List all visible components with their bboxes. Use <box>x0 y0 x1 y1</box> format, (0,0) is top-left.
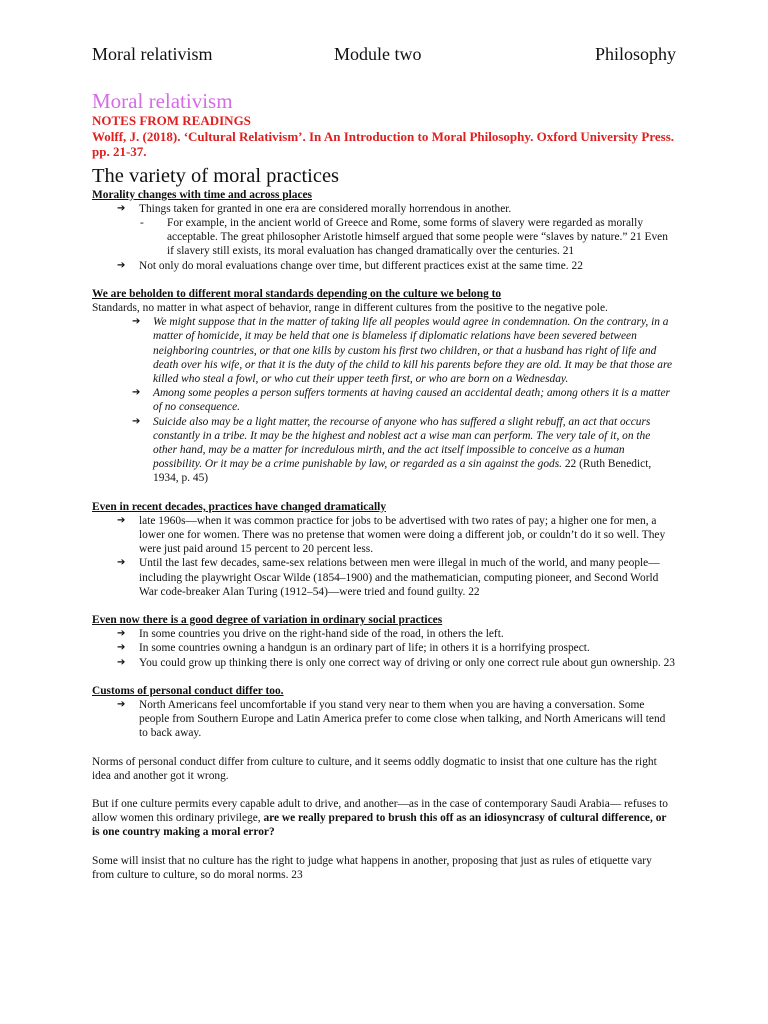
arrow-right-icon: ➔ <box>117 642 126 654</box>
page-header <box>92 44 676 68</box>
list-item: ➔ Among some peoples a person suffers torments at having caused an accidental death; among others it is a matter of no consequence. <box>132 387 670 414</box>
arrow-right-icon: ➔ <box>117 514 126 526</box>
dash-icon: - <box>140 216 144 229</box>
citation: Wolff, J. (2018). ‘Cultural Relativism’. In An Introduction to Moral Philosophy. Oxford University Press. pp. 21-37. <box>92 128 674 159</box>
list-item: ➔ Until the last few decades, same-sex relations between men were illegal in much of the world, and many people—including the playwright Oscar Wilde (1854–1900) and the mathematician, computing pioneer, and Second World War code-breaker Alan Turing (1912–54)—were tried and found guilty. 22 <box>117 557 660 598</box>
arrow-right-icon: ➔ <box>117 259 126 271</box>
notes-heading: NOTES FROM READINGS <box>92 113 251 128</box>
header-left: Moral relativism <box>92 44 213 64</box>
arrow-right-icon: ➔ <box>132 387 141 399</box>
document-body <box>92 89 676 882</box>
list-item: ➔ You could grow up thinking there is only one correct way of driving or only one correct rule about gun ownership. 23 <box>117 656 675 669</box>
paragraph: Some will insist that no culture has the right to judge what happens in another, proposing that just as rules of etiquette vary from culture to culture, so do moral norms. 23 <box>92 854 652 881</box>
arrow-right-icon: ➔ <box>117 628 126 640</box>
section-heading: Customs of personal conduct differ too. <box>92 684 284 697</box>
arrow-right-icon: ➔ <box>117 656 126 668</box>
list-item: ➔ Suicide also may be a light matter, the recourse of anyone who has suffered a slight rebuff, an act that occurs constantly in a tribe. It may be the highest and noblest act a wise man can perform. The very tale of it, on the other hand, may be a matter for incredulous mirth, and the act itself impossible to conceive as a human possibility. Or it may be a crime punishable by law, or regarded as a sin against the gods. 22 (Ruth Benedict, 1934, p. 45) <box>132 415 652 485</box>
paragraph: Standards, no matter in what aspect of behavior, range in different cultures from the positive to the negative pole. <box>92 301 608 314</box>
list-item: ➔ We might suppose that in the matter of taking life all peoples would agree in condemnation. On the contrary, in a matter of homicide, it may be held that one is blameless if diplomatic relations have been severed between neighboring countries, or that one kills by custom his first two children, or that a husband has right of life and death over his wife, or that it is the duty of the child to kill his parents before they are old. It may be that those are killed who steal a fowl, or who cut their upper teeth first, or who are born on a Wednesday. <box>132 316 673 385</box>
section-title: The variety of moral practices <box>92 164 340 187</box>
section-heading: Morality changes with time and across places <box>92 188 312 201</box>
section-heading: Even in recent decades, practices have changed dramatically <box>92 500 387 513</box>
doc-title: Moral relativism <box>92 89 233 113</box>
header-center: Module two <box>334 44 422 64</box>
arrow-right-icon: ➔ <box>132 316 141 328</box>
arrow-right-icon: ➔ <box>117 557 126 569</box>
paragraph: Norms of personal conduct differ from culture to culture, and it seems oddly dogmatic to insist that one culture has the right idea and another got it wrong. <box>92 755 657 782</box>
section-heading: We are beholden to different moral standards depending on the culture we belong to <box>92 287 502 300</box>
arrow-right-icon: ➔ <box>117 202 126 214</box>
list-item: ➔ Not only do moral evaluations change over time, but different practices exist at the same time. 22 <box>117 259 583 272</box>
section-heading: Even now there is a good degree of variation in ordinary social practices <box>92 613 443 626</box>
paragraph: But if one culture permits every capable adult to drive, and another—as in the case of contemporary Saudi Arabia— refuses to allow women this ordinary privilege, are we really prepared to brush this off as an idiosyncrasy of cultural difference, or is one country making a moral error? <box>92 798 668 839</box>
list-item: ➔ North Americans feel uncomfortable if you stand very near to them when you are having a conversation. Some people from Southern Europe and Latin America prefer to come close when talking, and North Americans will tend to back away. <box>117 699 666 740</box>
list-item: - For example, in the ancient world of Greece and Rome, some forms of slavery were regarded as morally acceptable. The great philosopher Aristotle himself argued that some people were “slaves by nature.” 21 Even if slavery still exists, its moral evaluation has changed dramatically over the centuries. 21 <box>140 216 668 258</box>
list-item: ➔ late 1960s—when it was common practice for jobs to be advertised with two rates of pay; a higher one for men, a lower one for women. There was no pretense that women were doing a different job, or couldn’t do it so well. They were just paid around 15 percent to 20 percent less. <box>117 514 666 556</box>
list-item: ➔ In some countries you drive on the right-hand side of the road, in others the left. <box>117 628 504 641</box>
header-right: Philosophy <box>594 44 676 64</box>
list-item: ➔ Things taken for granted in one era are considered morally horrendous in another. <box>117 202 512 215</box>
arrow-right-icon: ➔ <box>117 699 126 710</box>
arrow-right-icon: ➔ <box>132 415 141 427</box>
list-item: ➔ In some countries owning a handgun is an ordinary part of life; in others it is a horrifying prospect. <box>117 642 590 655</box>
